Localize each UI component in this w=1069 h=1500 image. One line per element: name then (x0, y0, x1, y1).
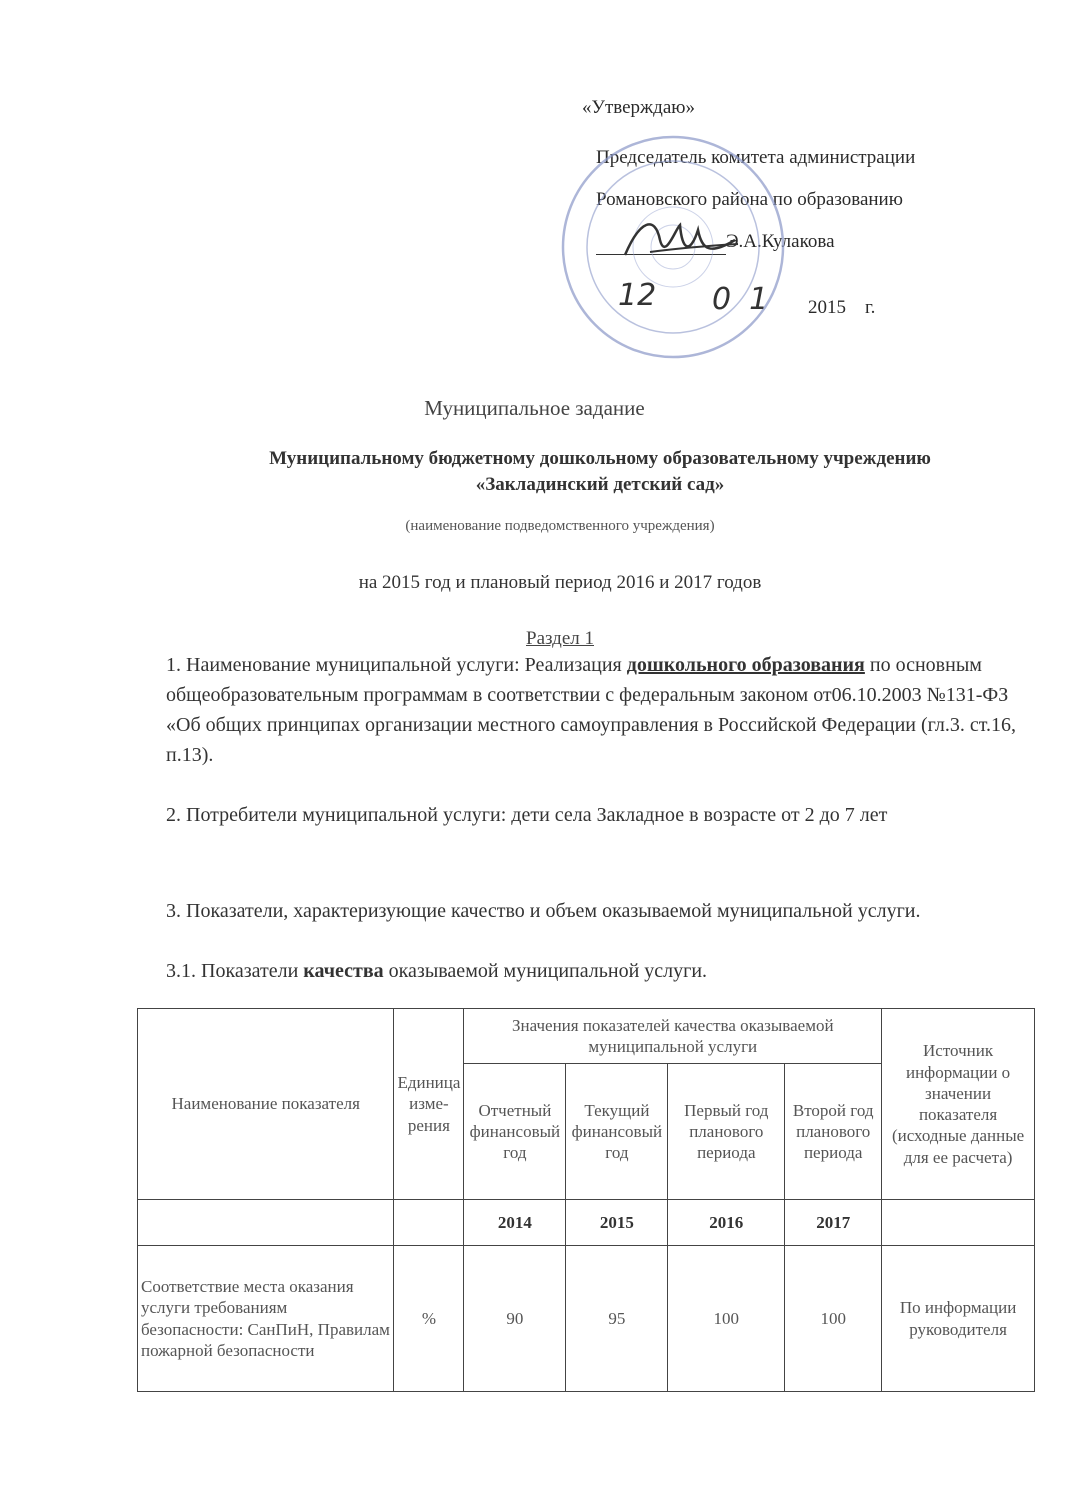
row-value-2014: 90 (464, 1246, 566, 1392)
approval-position-line1: Председатель комитета администрации (596, 147, 916, 168)
section-heading: Раздел 1 (526, 628, 594, 649)
row-unit: % (394, 1246, 464, 1392)
paragraph-service-name (166, 650, 1016, 770)
p31-text-b: качества (303, 960, 384, 982)
handwritten-month: 01 (712, 282, 787, 317)
table-row (138, 1246, 1035, 1392)
approval-position-line2: Романовского района по образованию (596, 189, 903, 210)
p1-text-b: дошкольного образования (626, 654, 865, 676)
row-value-2015: 95 (566, 1246, 668, 1392)
approval-date-year: 2015 г. (808, 297, 876, 318)
paragraph-quality-indicators (166, 956, 1016, 986)
document-title: Муниципальное задание (424, 396, 645, 420)
approval-heading: «Утверждаю» (582, 97, 695, 118)
paragraph-consumers: 2. Потребители муниципальной услуги: дети села Закладное в возрасте от 2 до 7 лет (166, 804, 888, 826)
org-note: (наименование подведомственного учреждения) (405, 518, 715, 534)
header-name: Наименование показателя (138, 1009, 394, 1200)
signature-scribble (620, 210, 740, 270)
org-name-line2: «Закладинский детский сад» (475, 474, 725, 495)
header-current-year: Текущий финансовый год (566, 1064, 668, 1200)
year-cell: 2014 (464, 1200, 566, 1246)
header-reporting-year: Отчетный финансовый год (464, 1064, 566, 1200)
approval-name: Э.А.Кулакова (726, 231, 835, 252)
years-row (138, 1200, 1035, 1246)
header-unit: Единица изме-рения (394, 1009, 464, 1200)
p1-text-a: 1. Наименование муниципальной услуги: Реализация (166, 654, 627, 676)
quality-indicators-table (137, 1008, 1035, 1392)
header-plan-year-2: Второй год планового периода (785, 1064, 882, 1200)
row-indicator-name: Соответствие места оказания услуги требованиям безопасности: СанПиН, Правилам пожарной безопасности (138, 1246, 394, 1392)
year-cell: 2017 (785, 1200, 882, 1246)
years-empty-cell (138, 1200, 394, 1246)
row-source: По информации руководителя (882, 1246, 1035, 1392)
years-empty-cell (882, 1200, 1035, 1246)
row-value-2017: 100 (785, 1246, 882, 1392)
p31-text-a: 3.1. Показатели (166, 960, 304, 982)
handwritten-day: 12 (618, 278, 657, 313)
header-values: Значения показателей качества оказываемой муниципальной услуги (464, 1009, 882, 1064)
years-empty-cell (394, 1200, 464, 1246)
paragraph-indicators: 3. Показатели, характеризующие качество и объем оказываемой муниципальной услуги. (166, 900, 921, 922)
year-cell: 2015 (566, 1200, 668, 1246)
header-plan-year-1: Первый год планового периода (668, 1064, 785, 1200)
p1-text-c: по основным общеобразовательным программам в соответствии с федеральным законом от06.10.2003 №131-ФЗ «Об общих принципах организации местного самоуправления в Российской Федерации (гл.3. ст.16, п.13). (166, 654, 1016, 766)
year-cell: 2016 (668, 1200, 785, 1246)
period-line: на 2015 год и плановый период 2016 и 2017 годов (358, 572, 762, 593)
p31-text-c: оказываемой муниципальной услуги. (383, 960, 708, 982)
header-source: Источник информации о значении показателя (исходные данные для ее расчета) (882, 1009, 1035, 1200)
row-value-2016: 100 (668, 1246, 785, 1392)
org-name-line1: Муниципальному бюджетному дошкольному образовательному учреждению (269, 448, 931, 469)
